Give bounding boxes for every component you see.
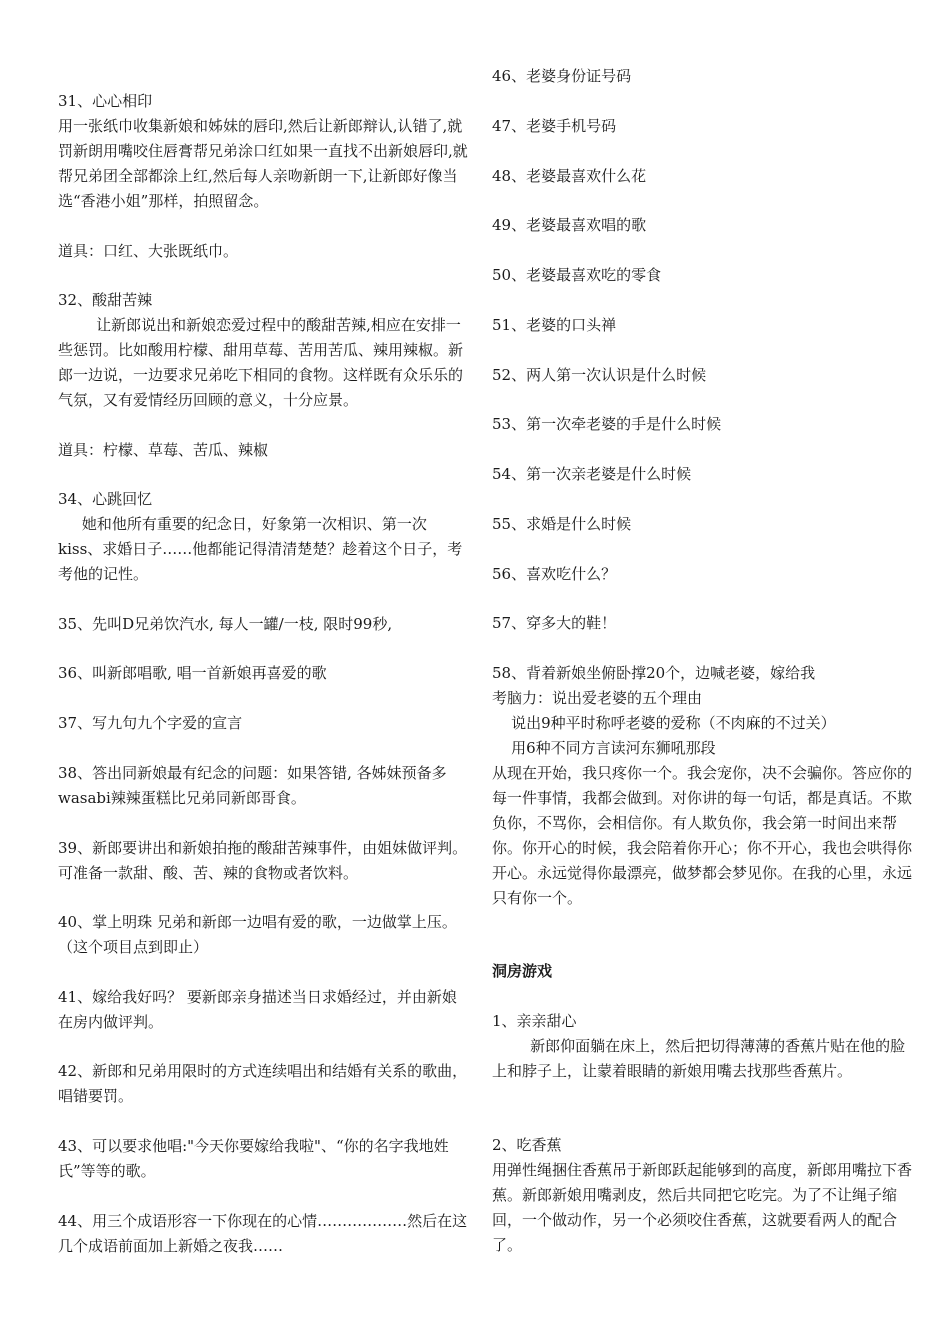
right-paragraph: 51、老婆的口头禅 xyxy=(492,316,617,334)
left-paragraph: 她和他所有重要的纪念日，好象第一次相识、第一次kiss、求婚日子……他都能记得清清楚楚？趁着这个日子，考考他的记性。 xyxy=(58,515,463,583)
right-paragraph: 1、亲亲甜心 xyxy=(492,1012,577,1030)
left-paragraph: 44、用三个成语形容一下你现在的心情………………然后在这几个成语前面加上新婚之夜我…… xyxy=(58,1212,468,1255)
left-paragraph: 42、新郎和兄弟用限时的方式连续唱出和结婚有关系的歌曲，唱错要罚。 xyxy=(58,1062,468,1105)
left-paragraph: 35、先叫D兄弟饮汽水, 每人一罐/一枝, 限时99秒, xyxy=(58,615,393,633)
right-paragraph: 58、背着新娘坐俯卧撑20个，边喊老婆，嫁给我 xyxy=(492,664,816,682)
right-paragraph: 53、第一次牵老婆的手是什么时候 xyxy=(492,415,722,433)
right-paragraph: 47、老婆手机号码 xyxy=(492,117,617,135)
left-paragraph: 31、心心相印 xyxy=(58,92,153,110)
left-paragraph: 39、新郎要讲出和新娘拍拖的酸甜苦辣事件，由姐妹做评判。可准备一款甜、酸、苦、辣的食物或者饮料。 xyxy=(58,839,468,882)
right-paragraph: 48、老婆最喜欢什么花 xyxy=(492,167,647,185)
right-paragraph: 54、第一次亲老婆是什么时候 xyxy=(492,465,692,483)
left-paragraph: 32、酸甜苦辣 xyxy=(58,291,153,309)
left-paragraph: 40、掌上明珠 兄弟和新郎一边唱有爱的歌，一边做掌上压。（这个项目点到即止） xyxy=(58,913,457,956)
right-paragraph: 55、求婚是什么时候 xyxy=(492,515,632,533)
right-paragraph: 新郎仰面躺在床上，然后把切得薄薄的香蕉片贴在他的脸上和脖子上，让蒙着眼睛的新娘用嘴去找那些香蕉片。 xyxy=(492,1037,906,1080)
section-heading: 洞房游戏 xyxy=(492,962,553,980)
right-paragraph: 从现在开始，我只疼你一个。我会宠你，决不会骗你。答应你的每一件事情，我都会做到。对你讲的每一句话，都是真话。不欺负你，不骂你，会相信你。有人欺负你，我会第一时间出来帮你。你开心的时候，我会陪着你开心；你不开心，我也会哄得你开心。永远觉得你最漂亮，做梦都会梦见你。在我的心里，永远只有你一个。 xyxy=(492,764,913,907)
right-paragraph: 用弹性绳捆住香蕉吊于新郎跃起能够到的高度，新郎用嘴拉下香蕉。新郎新娘用嘴剥皮，然后共同把它吃完。为了不让绳子缩回，一个做动作，另一个必须咬住香蕉，这就要看两人的配合了。 xyxy=(492,1161,913,1254)
left-paragraph: 34、心跳回忆 xyxy=(58,490,153,508)
left-paragraph: 让新郎说出和新娘恋爱过程中的酸甜苦辣,相应在安排一些惩罚。比如酸用柠檬、甜用草莓、苦用苦瓜、辣用辣椒。新郎一边说，一边要求兄弟吃下相同的食物。这样既有众乐乐的气氛，又有爱情经历回顾的意义，十分应景。 xyxy=(58,316,464,409)
left-paragraph: 用一张纸巾收集新娘和姊妹的唇印,然后让新郎辩认,认错了,就罚新朗用嘴咬住唇膏帮兄弟涂口红如果一直找不出新娘唇印,就帮兄弟团全部都涂上红,然后每人亲吻新朗一下,让新郎好像当选“香港小姐”那样，拍照留念。 xyxy=(58,117,468,210)
right-paragraph: 2、吃香蕉 xyxy=(492,1136,562,1154)
right-paragraph: 用6种不同方言读河东狮吼那段 xyxy=(492,739,716,757)
left-paragraph: 道具：口红、大张既纸巾。 xyxy=(58,242,239,260)
right-paragraph: 说出9种平时称呼老婆的爱称（不肉麻的不过关） xyxy=(492,714,836,732)
left-paragraph: 36、叫新郎唱歌, 唱一首新娘再喜爱的歌 xyxy=(58,664,327,682)
right-paragraph: 46、老婆身份证号码 xyxy=(492,67,632,85)
right-paragraph: 49、老婆最喜欢唱的歌 xyxy=(492,216,647,234)
right-paragraph: 50、老婆最喜欢吃的零食 xyxy=(492,266,662,284)
left-paragraph: 43、可以要求他唱:"今天你要嫁给我啦"、“你的名字我地姓氏”等等的歌。 xyxy=(58,1137,449,1180)
right-paragraph: 56、喜欢吃什么？ xyxy=(492,565,617,583)
left-paragraph: 37、写九句九个字爱的宣言 xyxy=(58,714,243,732)
right-paragraph: 考脑力：说出爱老婆的五个理由 xyxy=(492,689,703,707)
right-paragraph: 52、两人第一次认识是什么时候 xyxy=(492,366,707,384)
left-paragraph: 道具：柠檬、草莓、苦瓜、辣椒 xyxy=(58,441,269,459)
left-paragraph: 41、嫁给我好吗？ 要新郎亲身描述当日求婚经过，并由新娘在房内做评判。 xyxy=(58,988,457,1031)
left-paragraph: 38、答出同新娘最有纪念的问题：如果答错, 各姊妹预备多wasabi辣辣蛋糕比兄弟同新郎哥食。 xyxy=(58,764,447,807)
right-paragraph: 57、穿多大的鞋！ xyxy=(492,614,617,632)
